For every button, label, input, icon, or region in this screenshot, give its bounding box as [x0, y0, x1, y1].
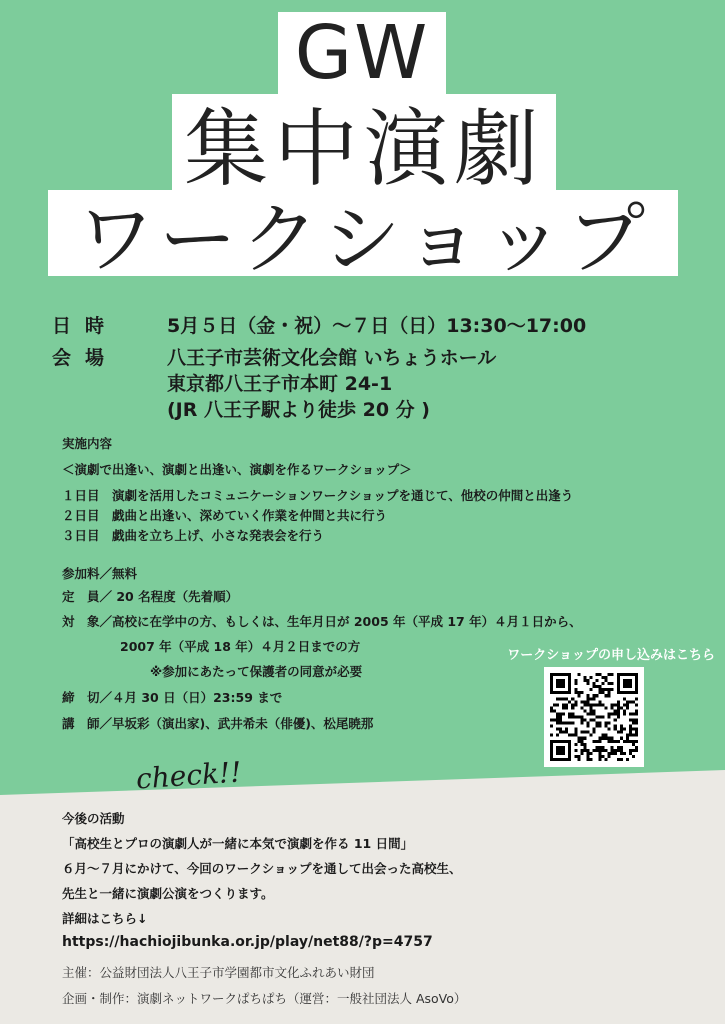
capacity: 定 員／ 20 名程度（先着順）: [62, 589, 239, 604]
deadline: 締 切／４月 30 日（日）23:59 まで: [62, 690, 283, 705]
fee: 参加料／無料: [62, 566, 138, 581]
future-title: 「高校生とプロの演劇人が一緒に本気で演劇を作る 11 日間」: [62, 836, 414, 851]
check-handwritten: check!!: [134, 755, 243, 796]
host-credit: 主催：公益財団法人八王子市学園都市文化ふれあい財団: [62, 965, 375, 980]
instructors: 講 師／早坂彩（演出家)、武井希未（俳優)、松尾暁那: [62, 716, 374, 731]
target-line1: 対 象／高校に在学中の方、もしくは、生年月日が 2005 年（平成 17 年）４月１日から、: [62, 614, 582, 629]
details-link-label: 詳細はこちら↓: [62, 911, 148, 926]
date-value: 5月５日（金・祝）～７日（日）13:30～17:00: [167, 315, 587, 337]
venue-address: 東京都八王子市本町 24-1: [167, 373, 393, 395]
future-desc-2: 先生と一緒に演劇公演をつくります。: [62, 886, 274, 901]
day3-item: ３日目 戯曲を立ち上げ、小さな発表会を行う: [62, 528, 325, 543]
title-gw: GW: [278, 12, 446, 94]
title-intensive-theater: 集中演劇: [172, 94, 556, 190]
date-label: 日時: [52, 315, 119, 337]
content-subtitle: ＜演劇で出逢い、演劇と出逢い、演劇を作るワークショップ＞: [62, 462, 412, 477]
qr-code-icon[interactable]: [544, 667, 644, 767]
target-line2: 2007 年（平成 18 年）４月２日までの方: [120, 639, 361, 654]
day1-item: １日目 演劇を活用したコミュニケーションワークショップを通じて、他校の仲間と出逢う: [62, 488, 574, 503]
future-heading: 今後の活動: [62, 811, 125, 826]
venue-name: 八王子市芸術文化会館 いちょうホール: [167, 347, 497, 369]
title-workshop: ワークショップ: [48, 190, 678, 276]
day2-item: ２日目 戯曲と出逢い、深めていく作業を仲間と共に行う: [62, 508, 388, 523]
future-desc-1: ６月～７月にかけて、今回のワークショップを通して出会った高校生、: [62, 861, 462, 876]
venue-access: (JR 八王子駅より徒歩 20 分 ): [167, 399, 430, 421]
content-heading: 実施内容: [62, 436, 113, 451]
details-url-link[interactable]: https://hachiojibunka.or.jp/play/net88/?p=4757: [62, 934, 433, 950]
producer-credit: 企画・制作：演劇ネットワークぱちぱち（運営：一般社団法人 AsoVo）: [62, 991, 467, 1006]
guardian-note: ※参加にあたって保護者の同意が必要: [150, 664, 363, 679]
apply-label: ワークショップの申し込みはこちら: [507, 648, 715, 663]
venue-label: 会場: [52, 347, 119, 369]
